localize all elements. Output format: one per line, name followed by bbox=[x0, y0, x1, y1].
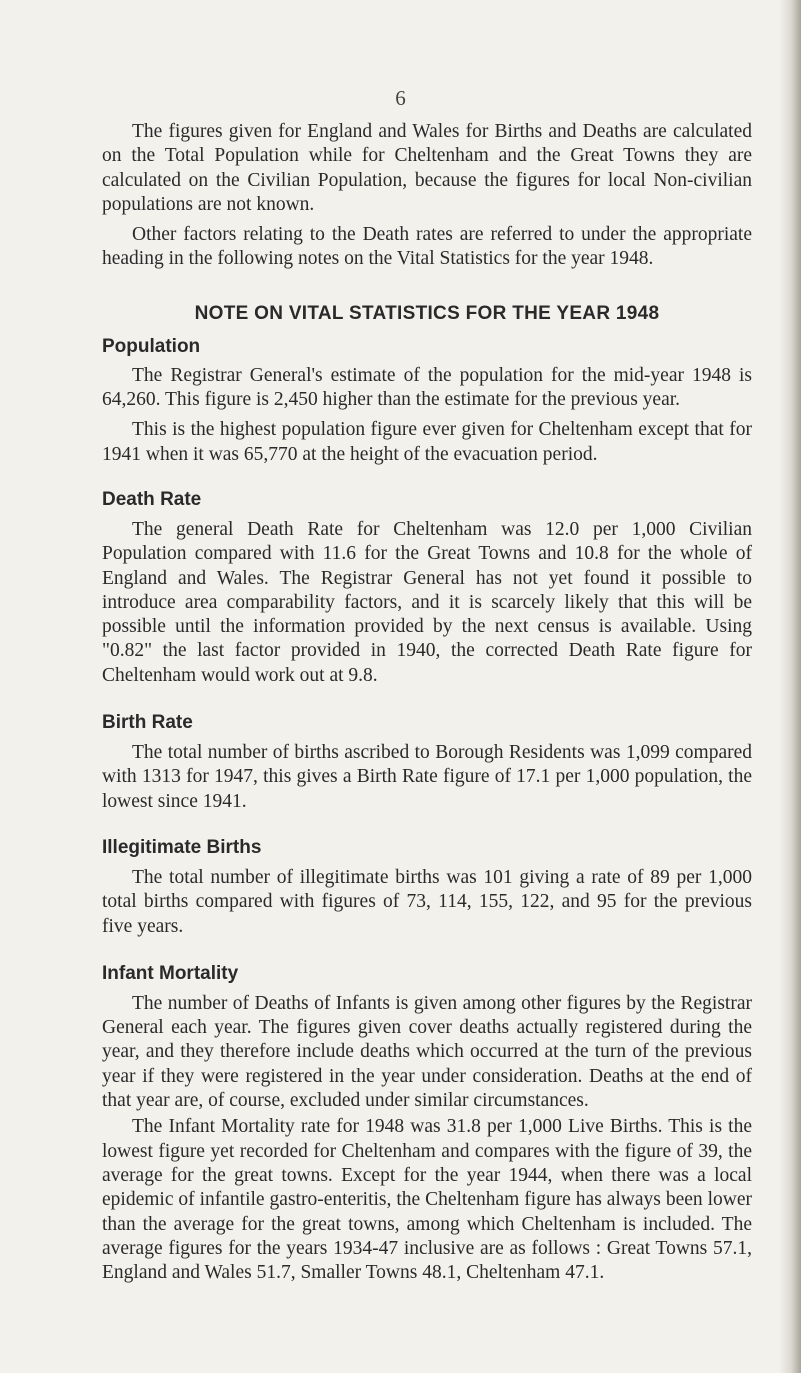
heading-infant-mortality: Infant Mortality bbox=[102, 962, 239, 984]
death-rate-paragraph: The general Death Rate for Cheltenham was 12.0 per 1,000 Civilian Population compared with 11.6 for the Great Towns and 10.8 for the whole of England and Wales. The Registrar General has not yet found it possible to introduce area comparability factors, and it is scarcely likely that this will be possible until the information provided by the next census is available. Using "0.82" the last factor provided in 1940, the corrected Death Rate figure for Cheltenham would work out at 9.8. bbox=[102, 518, 752, 686]
intro-paragraph-2: Other factors relating to the Death rates are referred to under the appropriate heading in the following notes on the Vital Statistics for the year 1948. bbox=[102, 224, 752, 270]
illegitimate-births-paragraph: The total number of illegitimate births was 101 giving a rate of 89 per 1,000 total births compared with figures of 73, 114, 155, 122, and 95 for the previous five years. bbox=[102, 866, 752, 937]
infant-mortality-paragraph-1: The number of Deaths of Infants is given among other figures by the Registrar General each year. The figures given cover deaths actually registered during the year, and they therefore include deaths which occurred at the turn of the previous year if they were registered in the year under consideration. Deaths at the end of that year are, of course, excluded under similar circumstances. bbox=[102, 992, 752, 1112]
heading-death-rate: Death Rate bbox=[102, 488, 202, 510]
heading-population: Population bbox=[102, 335, 201, 357]
population-paragraph-1: The Registrar General's estimate of the population for the mid-year 1948 is 64,260. This figure is 2,450 higher than the estimate for the previous year. bbox=[102, 364, 752, 411]
page-edge-shadow bbox=[779, 0, 801, 1373]
population-paragraph-2: This is the highest population figure ever given for Cheltenham except that for 1941 when it was 65,770 at the height of the evacuation period. bbox=[102, 419, 752, 465]
heading-illegitimate-births: Illegitimate Births bbox=[102, 836, 262, 858]
birth-rate-paragraph: The total number of births ascribed to Borough Residents was 1,099 compared with 1313 for 1947, this gives a Birth Rate figure of 17.1 per 1,000 population, the lowest since 1941. bbox=[102, 742, 752, 812]
intro-paragraph-1: The figures given for England and Wales for Births and Deaths are calculated on the Total Population while for Cheltenham and the Great Towns they are calculated on the Civilian Population, because the figures for local Non-civilian populations are not known. bbox=[102, 121, 752, 215]
heading-birth-rate: Birth Rate bbox=[102, 712, 193, 734]
infant-mortality-paragraph-2: The Infant Mortality rate for 1948 was 31.8 per 1,000 Live Births. This is the lowest figure yet recorded for Cheltenham and compares with the figure of 39, the average for the great towns. Except for the year 1944, when there was a local epidemic of infantile gastro-enteritis, the Cheltenham figure has always been lower than the average for the great towns, among which Cheltenham is included. The average figures for the years 1934-47 inclusive are as follows : Great Towns 57.1, England and Wales 51.7, Smaller Towns 48.1, Cheltenham 47.1. bbox=[102, 1116, 752, 1284]
page-number: 6 bbox=[395, 86, 406, 110]
page-content bbox=[102, 120, 752, 1285]
note-title: NOTE ON VITAL STATISTICS FOR THE YEAR 1948 bbox=[194, 302, 660, 324]
